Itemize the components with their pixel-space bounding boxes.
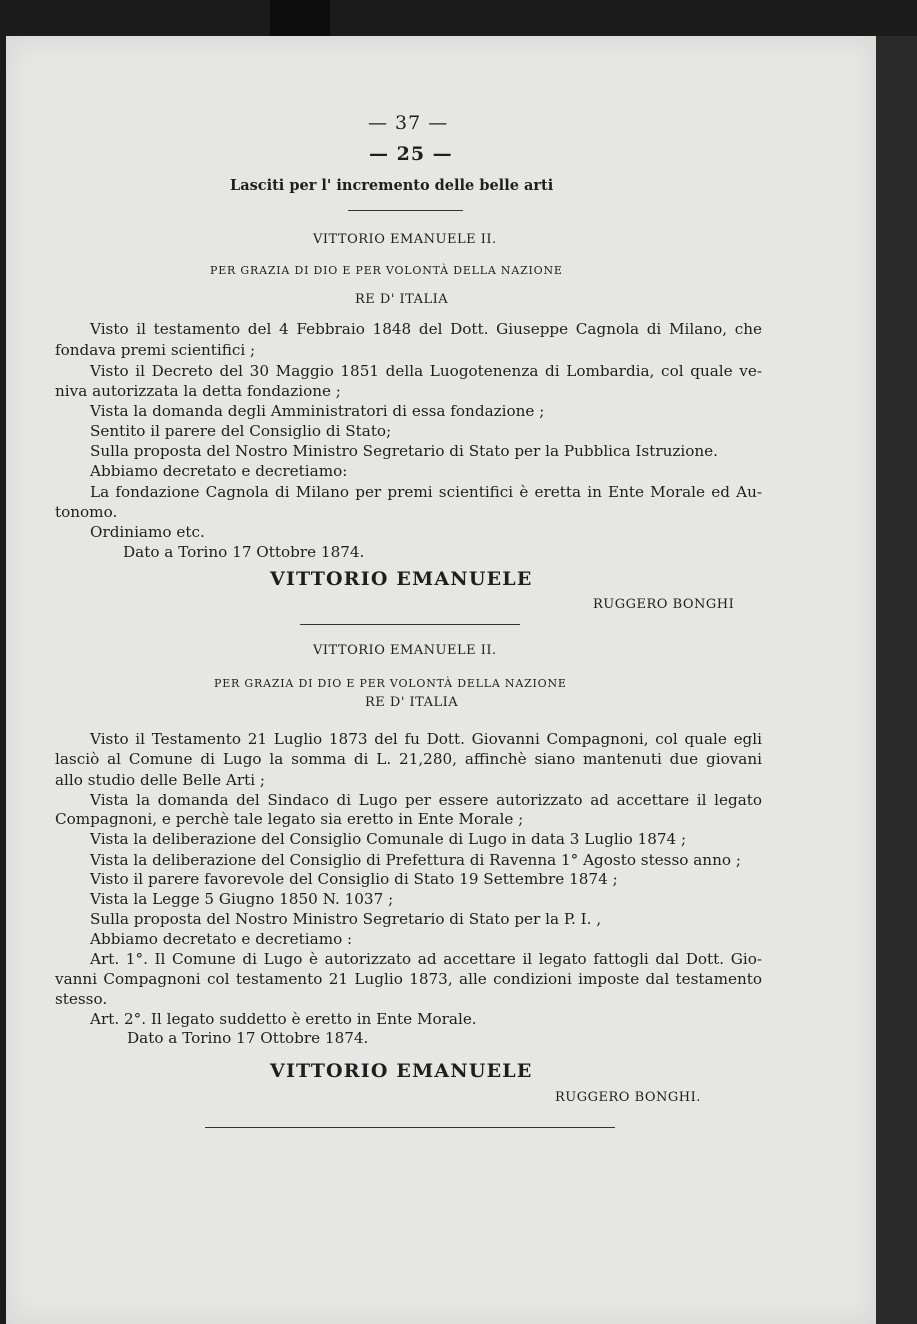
decree2-king: VITTORIO EMANUELE II.: [313, 643, 497, 658]
decree1-line: Visto il testamento del 4 Febbraio 1848 del Dott. Giuseppe Cagnola di Milano, che: [90, 320, 762, 338]
decree1-signature: VITTORIO EMANUELE: [270, 568, 533, 590]
page-number-secondary: — 25 —: [369, 143, 453, 165]
decree1-line: Abbiamo decretato e decretiamo:: [90, 462, 348, 480]
decree2-date: Dato a Torino 17 Ottobre 1874.: [127, 1029, 369, 1047]
decree2-line: lasciò al Comune di Lugo la somma di L. 21,280, affinchè siano mantenuti due giovani: [55, 750, 762, 768]
decree2-signature: VITTORIO EMANUELE: [270, 1060, 533, 1082]
decree2-line: Vista la Legge 5 Giugno 1850 N. 1037 ;: [90, 890, 394, 908]
decree2-line: vanni Compagnoni col testamento 21 Luglio 1873, alle condizioni imposte dal testamento: [55, 970, 762, 988]
decree2-line: Art. 1°. Il Comune di Lugo è autorizzato ad accettare il legato fattogli dal Dott. Gio-: [90, 950, 762, 968]
decree1-line: Sentito il parere del Consiglio di Stato;: [90, 422, 392, 440]
decree2-line: stesso.: [55, 990, 108, 1008]
decree2-line: Art. 2°. Il legato suddetto è eretto in Ente Morale.: [90, 1010, 477, 1028]
decree1-re: RE D' ITALIA: [355, 292, 449, 307]
decree2-line: Vista la deliberazione del Consiglio di Prefettura di Ravenna 1° Agosto stesso anno ;: [90, 851, 741, 869]
decree1-king: VITTORIO EMANUELE II.: [313, 232, 497, 247]
scan-edge-top: [270, 0, 330, 36]
decree2-grace: PER GRAZIA DI DIO E PER VOLONTÀ DELLA NAZIONE: [214, 677, 567, 690]
decree1-line: fondava premi scientifici ;: [55, 341, 256, 359]
decree2-line: allo studio delle Belle Arti ;: [55, 771, 266, 789]
decree2-re: RE D' ITALIA: [365, 695, 459, 710]
decree1-countersign: RUGGERO BONGHI: [593, 597, 735, 612]
decree1-line: niva autorizzata la detta fondazione ;: [55, 382, 341, 400]
decree2-line: Abbiamo decretato e decretiamo :: [90, 930, 353, 948]
decree1-line: La fondazione Cagnola di Milano per premi scientifici è eretta in Ente Morale ed Au-: [90, 483, 762, 501]
decree2-line: Visto il Testamento 21 Luglio 1873 del fu Dott. Giovanni Compagnoni, col quale egli: [90, 730, 762, 748]
decree2-countersign: RUGGERO BONGHI.: [555, 1090, 701, 1105]
decree1-line: tonomo.: [55, 503, 118, 521]
decree2-line: Vista la domanda del Sindaco di Lugo per essere autorizzato ad accettare il legato: [90, 791, 762, 809]
divider: [205, 1127, 615, 1128]
decree2-line: Compagnoni, e perchè tale legato sia eretto in Ente Morale ;: [55, 810, 524, 828]
decree1-date: Dato a Torino 17 Ottobre 1874.: [123, 543, 365, 561]
decree2-line: Visto il parere favorevole del Consiglio di Stato 19 Settembre 1874 ;: [90, 870, 618, 888]
decree2-line: Sulla proposta del Nostro Ministro Segretario di Stato per la P. I. ,: [90, 910, 602, 928]
page-number: — 37 —: [368, 112, 449, 134]
decree1-grace: PER GRAZIA DI DIO E PER VOLONTÀ DELLA NAZIONE: [210, 264, 563, 277]
divider: [348, 210, 463, 211]
page-title: Lasciti per l' incremento delle belle arti: [230, 177, 554, 194]
decree1-line: Vista la domanda degli Amministratori di essa fondazione ;: [90, 402, 545, 420]
decree1-line: Sulla proposta del Nostro Ministro Segretario di Stato per la Pubblica Istruzione.: [90, 442, 718, 460]
scan-edge-right: [876, 36, 917, 1324]
divider: [300, 624, 520, 625]
decree1-line: Ordiniamo etc.: [90, 523, 205, 541]
decree1-line: Visto il Decreto del 30 Maggio 1851 della Luogotenenza di Lombardia, col quale ve-: [90, 362, 762, 380]
decree2-line: Vista la deliberazione del Consiglio Comunale di Lugo in data 3 Luglio 1874 ;: [90, 830, 687, 848]
